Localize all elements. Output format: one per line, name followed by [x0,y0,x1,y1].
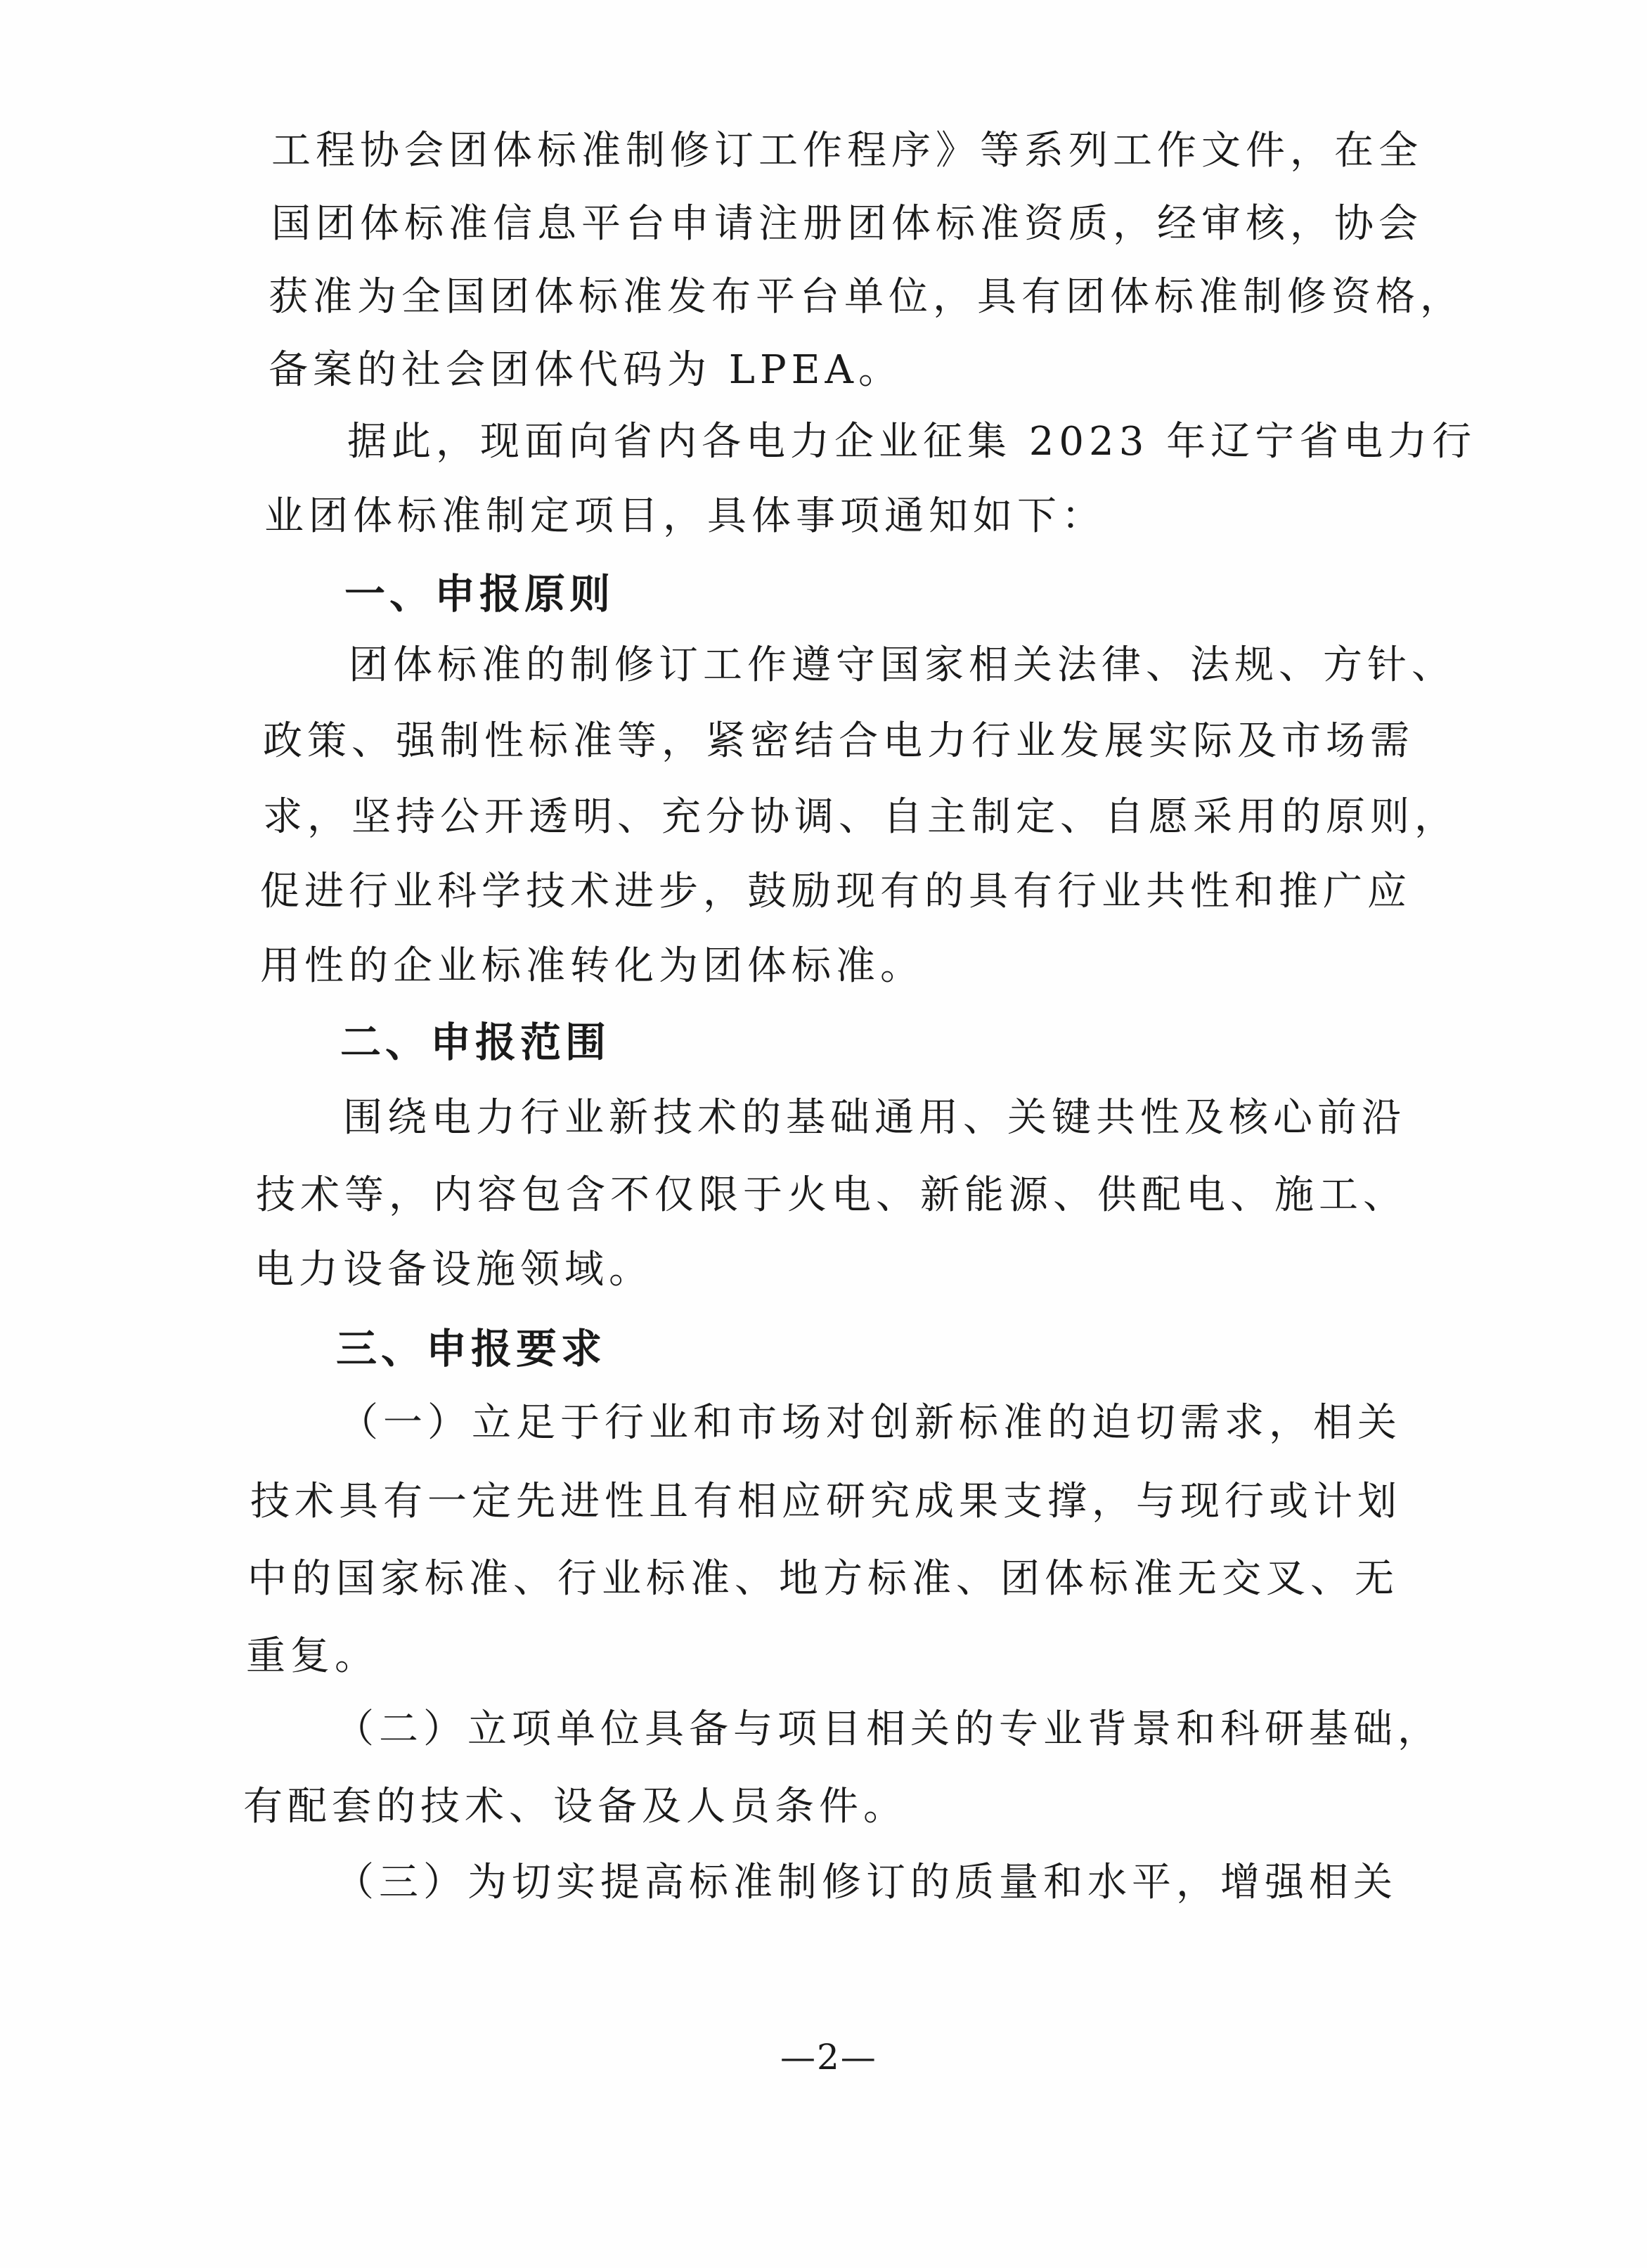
paragraph-line: （三）为切实提高标准制修订的质量和水平，增强相关 [335,1860,1397,1905]
paragraph-line: 中的国家标准、行业标准、地方标准、团体标准无交叉、无 [247,1556,1399,1602]
paragraph-line: 围绕电力行业新技术的基础通用、关键共性及核心前沿 [343,1095,1406,1141]
paragraph-line: 工程协会团体标准制修订工作程序》等系列工作文件，在全 [271,128,1423,174]
paragraph-line: 有配套的技术、设备及人员条件。 [243,1784,908,1829]
section-heading: 三、申报要求 [336,1325,607,1373]
paragraph-line: 业团体标准制定项目，具体事项通知如下： [264,493,1106,539]
paragraph-line: 政策、强制性标准等，紧密结合电力行业发展实际及市场需 [263,718,1414,764]
paragraph-line: 技术具有一定先进性且有相应研究成果支撑，与现行或计划 [250,1479,1402,1524]
paragraph-line: 备案的社会团体代码为 LPEA。 [269,347,903,393]
paragraph-line: 重复。 [246,1633,379,1679]
paragraph-line: 求，坚持公开透明、充分协调、自主制定、自愿采用的原则， [263,794,1459,840]
page-number: —2— [780,2037,877,2078]
paragraph-line: （二）立项单位具备与项目相关的专业背景和科研基础， [335,1706,1442,1752]
paragraph-line: 促进行业科学技术进步，鼓励现有的具有行业共性和推广应 [260,869,1412,914]
paragraph-line: 技术等，内容包含不仅限于火电、新能源、供配电、施工、 [256,1172,1407,1218]
paragraph-line: （一）立足于行业和市场对创新标准的迫切需求，相关 [339,1400,1402,1446]
paragraph-line: 用性的企业标准转化为团体标准。 [260,943,924,989]
paragraph-line: 团体标准的制修订工作遵守国家相关法律、法规、方针、 [349,642,1456,688]
section-heading: 一、申报原则 [344,570,615,618]
paragraph-line: 电力设备设施领域。 [254,1247,653,1292]
paragraph-line: 获准为全国团体标准发布平台单位，具有团体标准制修资格， [269,274,1464,320]
paragraph-line: 国团体标准信息平台申请注册团体标准资质，经审核，协会 [271,201,1423,247]
section-heading: 二、申报范围 [340,1018,611,1066]
paragraph-line: 据此，现面向省内各电力企业征集 2023 年辽宁省电力行 [347,419,1477,465]
